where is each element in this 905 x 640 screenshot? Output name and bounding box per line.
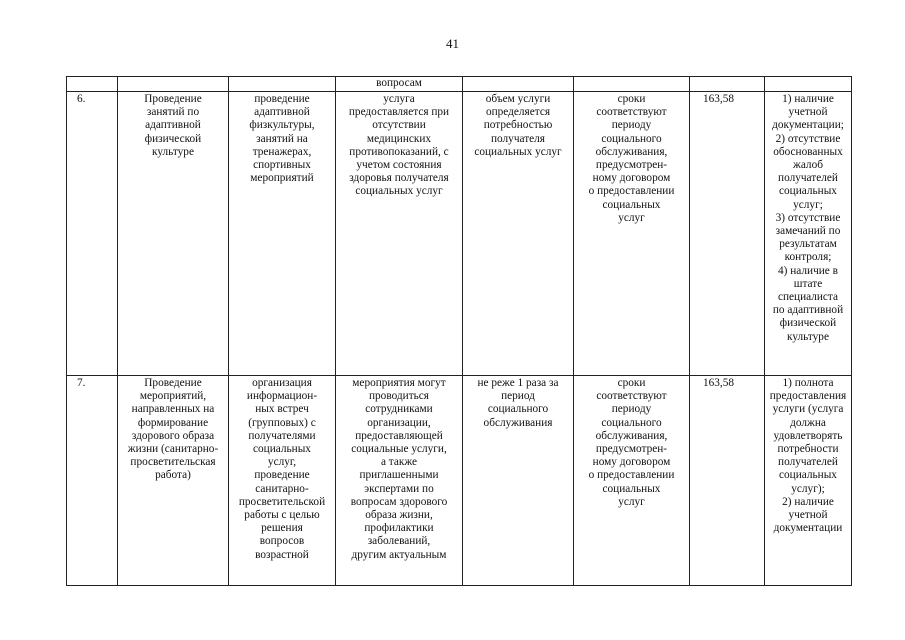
row-number: 6. bbox=[67, 92, 118, 376]
quality-indicators: 1) наличие учетной документации; 2) отсутствие обоснованных жалоб получателей социальных услуг; 3) отсутствие замечаний по результатам контроля; 4) наличие в штате специалиста по адаптивной физической культуре bbox=[765, 92, 852, 376]
service-terms: сроки соответствуют периоду социального обслуживания, предусмотрен- ному договором о предоставлении социальных услуг bbox=[574, 376, 690, 586]
table-row bbox=[67, 376, 852, 586]
cell bbox=[229, 77, 336, 92]
service-name: Проведение мероприятий, направленных на формирование здорового образа жизни (санитарно- просветительская работа) bbox=[118, 376, 229, 586]
continuation-row bbox=[67, 77, 852, 92]
cell bbox=[118, 77, 229, 92]
quality-indicators: 1) полнота предоставления услуги (услуга должна удовлетворять потребности получателей социальных услуг); 2) наличие учетной документации bbox=[765, 376, 852, 586]
service-volume: не реже 1 раза за период социального обслуживания bbox=[463, 376, 574, 586]
service-price: 163,58 bbox=[690, 376, 765, 586]
service-conditions: услуга предоставляется при отсутствии медицинских противопоказаний, с учетом состояния здоровья получателя социальных услуг bbox=[336, 92, 463, 376]
cell bbox=[690, 77, 765, 92]
cell bbox=[574, 77, 690, 92]
service-content: организация информацион- ных встреч (групповых) с получателями социальных услуг, проведение санитарно- просветительской работы с целью решения вопросов возрастной bbox=[229, 376, 336, 586]
cell: вопросам bbox=[336, 77, 463, 92]
table-row bbox=[67, 92, 852, 376]
page-number: 41 bbox=[446, 36, 459, 51]
cell bbox=[765, 77, 852, 92]
service-price: 163,58 bbox=[690, 92, 765, 376]
services-table bbox=[66, 76, 852, 586]
cell bbox=[463, 77, 574, 92]
service-terms: сроки соответствуют периоду социального обслуживания, предусмотрен- ному договором о предоставлении социальных услуг bbox=[574, 92, 690, 376]
service-volume: объем услуги определяется потребностью получателя социальных услуг bbox=[463, 92, 574, 376]
service-content: проведение адаптивной физкультуры, занятий на тренажерах, спортивных мероприятий bbox=[229, 92, 336, 376]
cell bbox=[67, 77, 118, 92]
service-conditions: мероприятия могут проводиться сотрудниками организации, предоставляющей социальные услуги, а также приглашенными экспертами по вопросам здорового образа жизни, профилактики заболеваний, другим актуальным bbox=[336, 376, 463, 586]
service-name: Проведение занятий по адаптивной физической культуре bbox=[118, 92, 229, 376]
row-number: 7. bbox=[67, 376, 118, 586]
